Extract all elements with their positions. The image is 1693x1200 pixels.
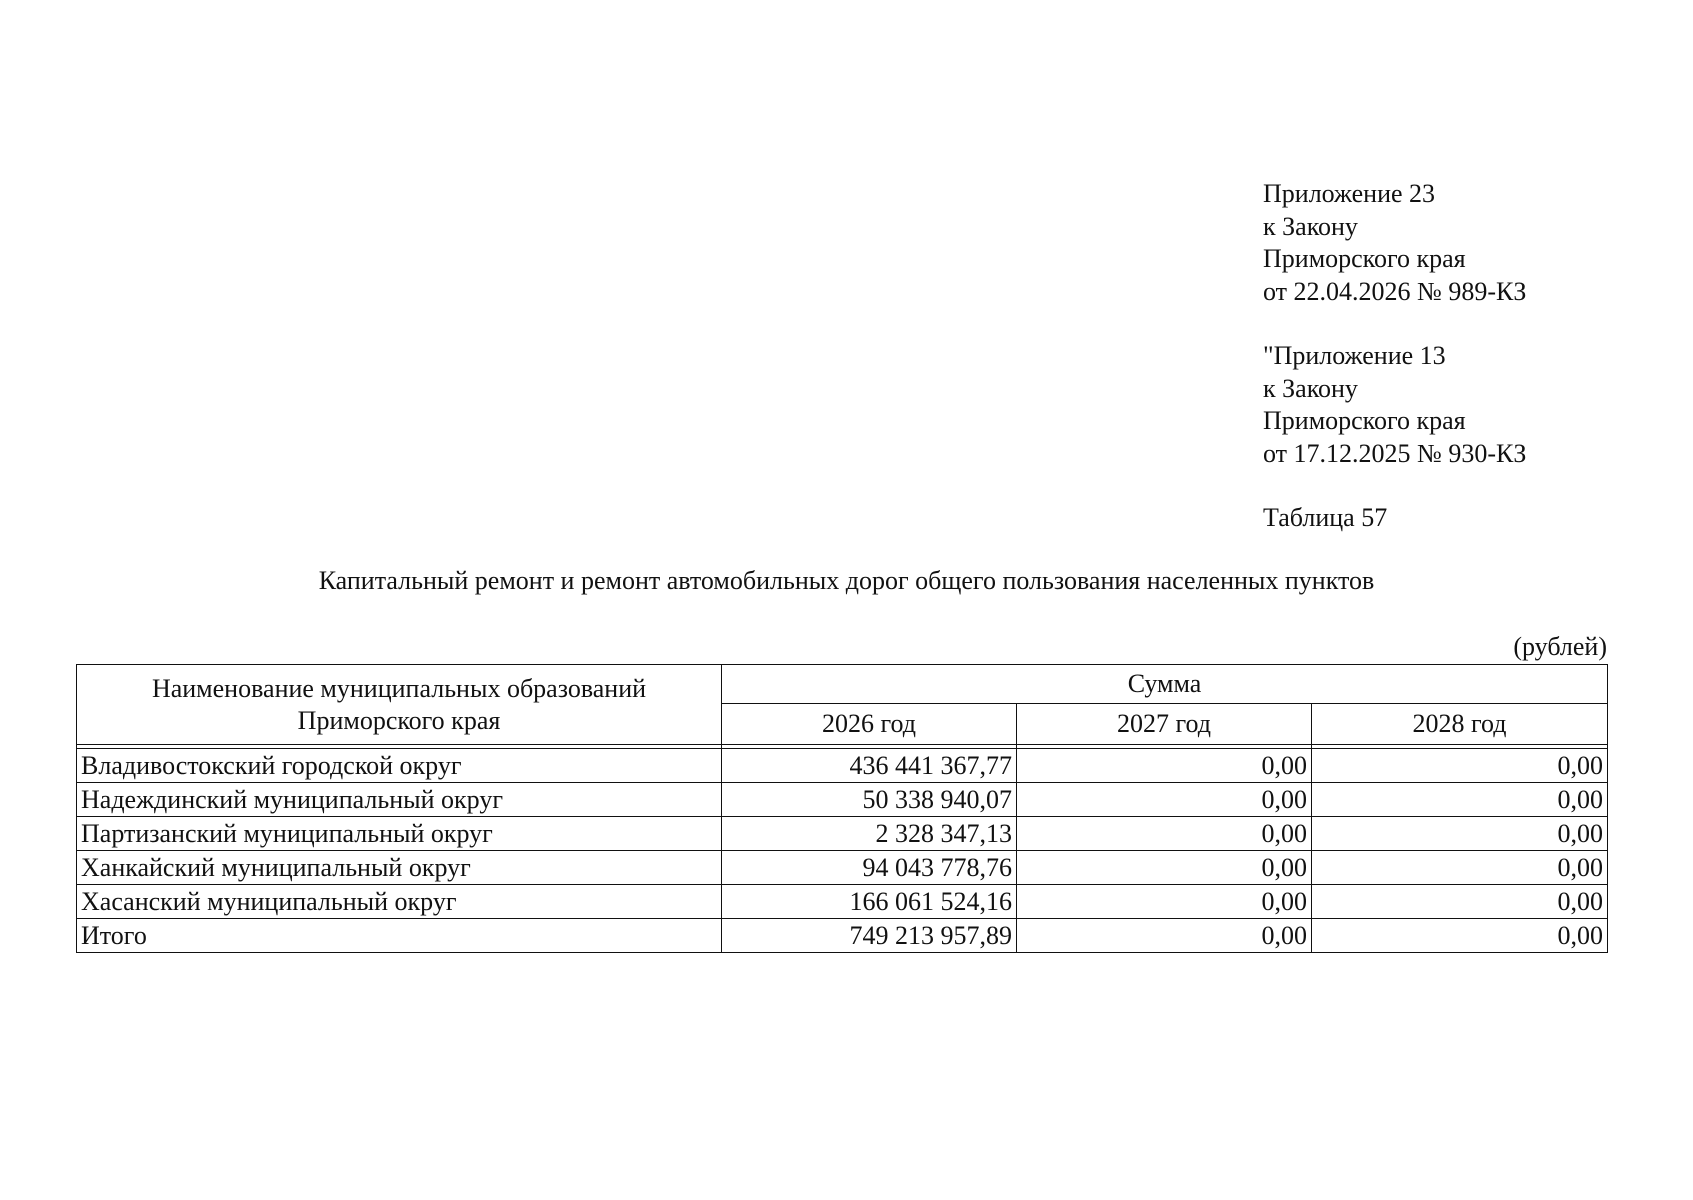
table-row (77, 885, 1608, 919)
original-appendix-line: к Закону (1263, 373, 1358, 403)
amount-2026: 166 061 524,16 (722, 885, 1017, 919)
original-appendix-line: "Приложение 13 (1263, 341, 1446, 370)
amount-2028: 0,00 (1312, 749, 1608, 783)
table-row (77, 817, 1608, 851)
amount-2028: 0,00 (1312, 885, 1608, 919)
amount-2027: 0,00 (1017, 783, 1312, 817)
appendix-line: к Закону (1263, 211, 1358, 241)
amount-2027: 0,00 (1017, 851, 1312, 885)
total-label: Итого (77, 919, 722, 953)
amount-2026: 50 338 940,07 (722, 783, 1017, 817)
appendix-line: Приложение 23 (1263, 179, 1436, 208)
total-2028: 0,00 (1312, 919, 1608, 953)
appendix-header (1263, 178, 1526, 308)
total-2026: 749 213 957,89 (722, 919, 1017, 953)
header-municipality (77, 665, 722, 745)
header-year-2026: 2026 год (722, 704, 1017, 745)
amount-2028: 0,00 (1312, 783, 1608, 817)
header-municipality-line: Приморского края (297, 706, 501, 735)
header-year-2028: 2028 год (1312, 704, 1608, 745)
table-body (77, 745, 1608, 953)
municipality-name: Ханкайский муниципальный округ (77, 851, 722, 885)
budget-table (76, 664, 1608, 953)
municipality-name: Надеждинский муниципальный округ (77, 783, 722, 817)
original-appendix-line: от 17.12.2025 № 930-КЗ (1263, 438, 1527, 468)
original-appendix-line: Приморского края (1263, 406, 1466, 435)
header-row (77, 665, 1608, 704)
table-row (77, 749, 1608, 783)
table-header (77, 665, 1608, 745)
amount-2028: 0,00 (1312, 817, 1608, 851)
municipality-name: Партизанский муниципальный округ (77, 817, 722, 851)
municipality-name: Владивостокский городской округ (77, 749, 722, 783)
document-title: Капитальный ремонт и ремонт автомобильных дорог общего пользования населенных пунктов (318, 566, 1375, 595)
header-sum: Сумма (722, 665, 1608, 704)
total-2027: 0,00 (1017, 919, 1312, 953)
amount-2026: 436 441 367,77 (722, 749, 1017, 783)
header-municipality-line: Наименование муниципальных образований (151, 674, 647, 703)
header-year-2027: 2027 год (1017, 704, 1312, 745)
units-label: (рублей) (1513, 632, 1607, 661)
table-row (77, 783, 1608, 817)
amount-2027: 0,00 (1017, 885, 1312, 919)
amount-2028: 0,00 (1312, 851, 1608, 885)
municipality-name: Хасанский муниципальный округ (77, 885, 722, 919)
amount-2026: 94 043 778,76 (722, 851, 1017, 885)
appendix-line: Приморского края (1263, 244, 1466, 273)
original-appendix-header (1263, 340, 1526, 470)
table-number: Таблица 57 (1263, 503, 1388, 532)
amount-2027: 0,00 (1017, 817, 1312, 851)
amount-2027: 0,00 (1017, 749, 1312, 783)
total-row (77, 919, 1608, 953)
table-row (77, 851, 1608, 885)
appendix-line: от 22.04.2026 № 989-КЗ (1263, 276, 1527, 306)
amount-2026: 2 328 347,13 (722, 817, 1017, 851)
